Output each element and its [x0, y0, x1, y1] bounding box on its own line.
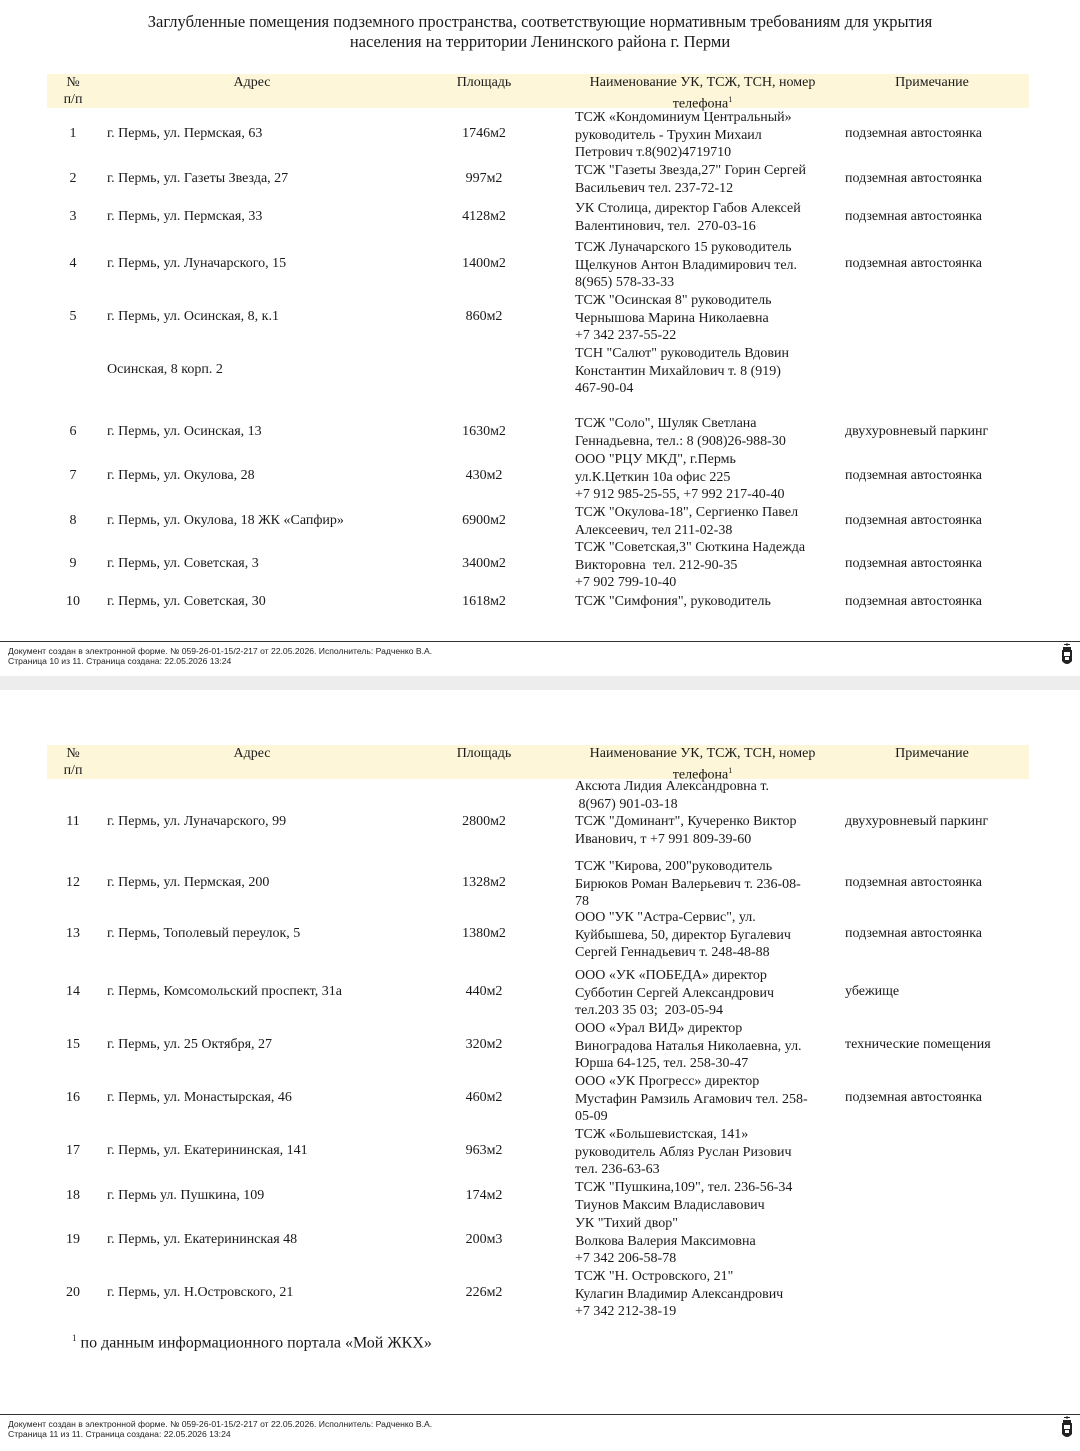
row-number: 5	[69, 309, 77, 324]
row-number: 16	[66, 1090, 80, 1105]
row-organization	[575, 504, 840, 539]
organization-line: ТСЖ "Окулова-18", Сергиенко Павел	[575, 505, 799, 520]
row-organization	[575, 1268, 840, 1321]
organization-line: Иванович, т +7 991 809-39-60	[575, 831, 752, 847]
table-header	[47, 745, 1029, 783]
organization-line: +7 342 212-38-19	[575, 1304, 677, 1320]
organization-line: УК "Тихий двор"	[575, 1216, 678, 1231]
perm-coat-of-arms-icon	[1061, 1416, 1073, 1440]
footer-page-info: Страница 10 из 11. Страница создана: 22.05.2026 13:24	[8, 655, 232, 666]
organization-line: Сергей Геннадьевич т. 248-48-88	[575, 945, 770, 961]
row-number: 10	[66, 594, 80, 609]
row-organization	[575, 858, 840, 911]
organization-line: +7 342 237-55-22	[575, 328, 677, 344]
organization-line: тел.203 35 03; 203-05-94	[575, 1003, 724, 1019]
row-area: 6900м2	[462, 513, 506, 528]
perm-coat-of-arms-icon	[1061, 643, 1073, 667]
organization-line: Петрович т.8(902)4719710	[575, 145, 732, 161]
organization-line: +7 902 799-10-40	[575, 575, 677, 591]
header-footnote-ref: 1	[728, 766, 733, 775]
row-number: 4	[69, 256, 77, 271]
organization-line: ТСЖ "Доминант", Кучеренко Виктор	[575, 814, 797, 830]
row-note: подземная автостоянка	[845, 468, 983, 483]
organization-line: ООО «УК Прогресс» директор	[575, 1074, 760, 1089]
organization-line: ТСЖ "Осинская 8" руководитель	[575, 293, 772, 308]
header-num	[50, 74, 96, 108]
row-number: 3	[69, 209, 77, 224]
page-separator	[0, 676, 1080, 690]
row-note: подземная автостоянка	[845, 171, 983, 186]
organization-line: Васильевич тел. 237-72-12	[575, 180, 734, 196]
organization-line: +7 912 985-25-55, +7 992 217-40-40	[575, 487, 785, 503]
organization-line: Мустафин Рамзиль Агамович тел. 258-	[575, 1091, 808, 1107]
row-number: 1	[69, 126, 77, 141]
row-address: Осинская, 8 корп. 2	[107, 362, 223, 377]
organization-line: Бирюков Роман Валерьевич т. 236-08-	[575, 876, 801, 892]
row-address: г. Пермь, Комсомольский проспект, 31а	[107, 984, 342, 999]
organization-line: Юрша 64-125, тел. 258-30-47	[575, 1056, 749, 1072]
organization-line: ТСЖ "Соло", Шуляк Светлана	[575, 416, 757, 431]
row-area: 1380м2	[462, 926, 506, 941]
row-area: 174м2	[465, 1188, 503, 1203]
row-area: 440м2	[465, 984, 503, 999]
row-organization	[575, 1073, 840, 1126]
document-page-10	[0, 0, 1080, 676]
row-organization	[575, 539, 840, 592]
row-organization	[575, 909, 840, 962]
row-organization	[575, 415, 840, 450]
organization-line: ТСЖ Луначарского 15 руководитель	[575, 240, 792, 255]
header-area: Площадь	[456, 746, 512, 761]
row-area: 1328м2	[462, 875, 506, 890]
row-area: 460м2	[465, 1090, 503, 1105]
organization-line: ТСЖ "Советская,3" Сюткина Надежда	[575, 540, 806, 555]
row-address: г. Пермь, ул. Окулова, 28	[107, 468, 255, 483]
organization-line: 467-90-04	[575, 381, 634, 397]
footer-divider	[0, 1414, 1080, 1415]
row-area: 320м2	[465, 1037, 503, 1052]
row-organization	[575, 345, 840, 398]
row-address: г. Пермь, ул. Советская, 3	[107, 556, 259, 571]
organization-line: руководитель - Трухин Михаил	[575, 127, 762, 143]
organization-line: 8(967) 901-03-18	[575, 796, 678, 812]
footnote-mark: 1	[72, 1333, 77, 1343]
row-area: 1618м2	[462, 594, 506, 609]
organization-line: ТСЖ "Симфония", руководитель	[575, 594, 771, 609]
row-area: 200м3	[465, 1232, 503, 1247]
organization-line: руководитель Абляз Руслан Ризович	[575, 1144, 792, 1160]
header-note: Примечание	[895, 75, 969, 90]
row-note: подземная автостоянка	[845, 926, 983, 941]
row-address: г. Пермь, ул. Н.Островского, 21	[107, 1285, 294, 1300]
row-number: 13	[66, 926, 80, 941]
footer-page-info: Страница 11 из 11. Страница создана: 22.05.2026 13:24	[8, 1428, 231, 1439]
organization-line: Аксюта Лидия Александровна т.	[575, 779, 769, 794]
header-address: Адрес	[233, 746, 271, 761]
row-address: г. Пермь, ул. Пермская, 63	[107, 126, 263, 141]
row-area: 1746м2	[462, 126, 506, 141]
organization-line: 05-09	[575, 1109, 608, 1125]
row-organization	[575, 451, 840, 504]
row-number: 18	[66, 1188, 80, 1203]
organization-line: Щелкунов Антон Владимирович тел.	[575, 257, 798, 273]
row-organization	[575, 292, 840, 345]
organization-line: Геннадьевна, тел.: 8 (908)26-988-30	[575, 433, 786, 449]
header-num-sign: №	[66, 75, 80, 90]
row-organization	[575, 967, 840, 1020]
row-organization	[575, 1020, 840, 1073]
row-note: двухуровневый паркинг	[845, 424, 989, 439]
document-title	[60, 12, 1020, 52]
organization-line: Субботин Сергей Александрович	[575, 985, 775, 1001]
row-number: 11	[66, 814, 80, 829]
row-address: г. Пермь, ул. Советская, 30	[107, 594, 266, 609]
page-footer	[8, 647, 432, 666]
row-note: подземная автостоянка	[845, 556, 983, 571]
organization-line: ООО «Урал ВИД» директор	[575, 1021, 743, 1036]
row-area: 997м2	[465, 171, 503, 186]
row-area: 1400м2	[462, 256, 506, 271]
header-org-line1: Наименование УК, ТСЖ, ТСН, номер	[589, 75, 816, 90]
row-note: подземная автостоянка	[845, 1090, 983, 1105]
row-address: г. Пермь, ул. Луначарского, 99	[107, 814, 287, 829]
row-organization	[575, 1126, 840, 1179]
organization-line: Викторовна тел. 212-90-35	[575, 557, 738, 573]
row-organization	[575, 239, 840, 292]
page-footer	[8, 1420, 432, 1439]
organization-line: Тиунов Максим Владиславович	[575, 1197, 765, 1213]
row-number: 12	[66, 875, 80, 890]
organization-line: УК Столица, директор Габов Алексей	[575, 201, 801, 216]
row-note: подземная автостоянка	[845, 256, 983, 271]
row-address: г. Пермь, ул. Пермская, 33	[107, 209, 263, 224]
organization-line: ТСЖ "Газеты Звезда,27" Горин Сергей	[575, 163, 806, 178]
row-area: 860м2	[465, 309, 503, 324]
organization-line: Волкова Валерия Максимовна	[575, 1233, 756, 1249]
row-number: 7	[69, 468, 77, 483]
header-area: Площадь	[456, 75, 512, 90]
row-address: г. Пермь, ул. Осинская, 8, к.1	[107, 309, 279, 324]
row-organization	[575, 109, 840, 162]
row-number: 14	[66, 984, 80, 999]
organization-line: Валентинович, тел. 270-03-16	[575, 218, 756, 234]
organization-line: ТСЖ "Н. Островского, 21"	[575, 1269, 734, 1284]
organization-line: тел. 236-63-63	[575, 1162, 660, 1178]
row-note: подземная автостоянка	[845, 875, 983, 890]
organization-line: 8(965) 578-33-33	[575, 275, 675, 291]
row-address: г. Пермь ул. Пушкина, 109	[107, 1188, 265, 1203]
row-area: 3400м2	[462, 556, 506, 571]
row-address: г. Пермь, ул. Окулова, 18 ЖК «Сапфир»	[107, 513, 344, 528]
row-address: г. Пермь, ул. Екатерининская 48	[107, 1232, 298, 1247]
row-note: убежище	[845, 984, 900, 999]
organization-line: ТСН "Салют" руководитель Вдовин	[575, 346, 790, 361]
organization-line: ООО «УК «ПОБЕДА» директор	[575, 968, 767, 983]
row-note: подземная автостоянка	[845, 513, 983, 528]
row-organization	[575, 200, 840, 235]
row-address: г. Пермь, ул. Пермская, 200	[107, 875, 270, 890]
row-area: 2800м2	[462, 814, 506, 829]
row-area: 1630м2	[462, 424, 506, 439]
organization-line: Константин Михайлович т. 8 (919)	[575, 363, 781, 379]
organization-line: ТСЖ «Кондоминиум Центральный»	[575, 110, 792, 125]
header-num-pp: п/п	[63, 92, 83, 107]
footer-doc-info: Документ создан в электронной форме. № 059-26-01-15/2-217 от 22.05.2026. Исполнитель: Радченко В.А.	[8, 646, 433, 656]
header-footnote-ref: 1	[728, 95, 733, 104]
footer-doc-info: Документ создан в электронной форме. № 059-26-01-15/2-217 от 22.05.2026. Исполнитель: Радченко В.А.	[8, 1419, 433, 1429]
footnote-text: по данным информационного портала «Мой ЖКХ»	[80, 1334, 432, 1352]
organization-line: Виноградова Наталья Николаевна, ул.	[575, 1038, 802, 1054]
organization-line: 78	[575, 894, 589, 910]
organization-line: Чернышова Марина Николаевна	[575, 310, 769, 326]
row-note: подземная автостоянка	[845, 126, 983, 141]
row-number: 19	[66, 1232, 80, 1247]
organization-line: ТСЖ «Большевистская, 141»	[575, 1127, 749, 1142]
footer-divider	[0, 641, 1080, 642]
title-line-1: Заглубленные помещения подземного пространства, соответствующие нормативным требованиям для укрытия	[147, 12, 933, 31]
header-org	[555, 74, 850, 113]
row-number: 2	[69, 171, 77, 186]
row-organization	[575, 1179, 840, 1214]
footnote	[72, 1333, 432, 1352]
row-address: г. Пермь, ул. Екатерининская, 141	[107, 1143, 308, 1158]
row-organization	[575, 1215, 840, 1268]
row-number: 17	[66, 1143, 80, 1158]
header-num	[50, 745, 96, 779]
row-number: 20	[66, 1285, 80, 1300]
row-address: г. Пермь, ул. Монастырская, 46	[107, 1090, 292, 1105]
row-organization	[575, 162, 840, 197]
row-organization	[575, 593, 840, 611]
organization-line: ТСЖ "Кирова, 200"руководитель	[575, 859, 773, 874]
header-num-sign: №	[66, 746, 80, 761]
row-address: г. Пермь, Тополевый переулок, 5	[107, 926, 301, 941]
row-address: г. Пермь, ул. Осинская, 13	[107, 424, 262, 439]
row-address: г. Пермь, ул. Луначарского, 15	[107, 256, 287, 271]
row-note: подземная автостоянка	[845, 209, 983, 224]
row-area: 4128м2	[462, 209, 506, 224]
row-address: г. Пермь, ул. Газеты Звезда, 27	[107, 171, 289, 186]
row-number: 15	[66, 1037, 80, 1052]
row-note: технические помещения	[845, 1037, 991, 1052]
organization-line: +7 342 206-58-78	[575, 1251, 677, 1267]
organization-line: Алексеевич, тел 211-02-38	[575, 522, 733, 538]
organization-line: ул.К.Цеткин 10а офис 225	[575, 469, 731, 485]
organization-line: ТСЖ "Пушкина,109", тел. 236-56-34	[575, 1180, 793, 1195]
organization-line: ООО "РЦУ МКД", г.Пермь	[575, 452, 736, 467]
row-area: 226м2	[465, 1285, 503, 1300]
header-address: Адрес	[233, 75, 271, 90]
header-org-line1: Наименование УК, ТСЖ, ТСН, номер	[589, 746, 816, 761]
organization-line: Кулагин Владимир Александрович	[575, 1286, 784, 1302]
row-area: 963м2	[465, 1143, 503, 1158]
header-num-pp: п/п	[63, 763, 83, 778]
organization-line: ООО "УК "Астра-Сервис", ул.	[575, 910, 756, 925]
header-org-line2-text: телефона	[672, 96, 729, 112]
row-area: 430м2	[465, 468, 503, 483]
header-org-line2-text: телефона	[672, 767, 729, 783]
document-page-11	[0, 690, 1080, 1451]
row-number: 9	[69, 556, 77, 571]
row-number: 8	[69, 513, 77, 528]
organization-line: Куйбышева, 50, директор Бугалевич	[575, 927, 791, 943]
header-note: Примечание	[895, 746, 969, 761]
row-note: двухуровневый паркинг	[845, 814, 989, 829]
table-header	[47, 74, 1029, 112]
row-address: г. Пермь, ул. 25 Октября, 27	[107, 1037, 273, 1052]
title-line-2: населения на территории Ленинского района г. Перми	[349, 32, 731, 51]
row-number: 6	[69, 424, 77, 439]
row-note: подземная автостоянка	[845, 594, 983, 609]
row-organization	[575, 778, 840, 848]
